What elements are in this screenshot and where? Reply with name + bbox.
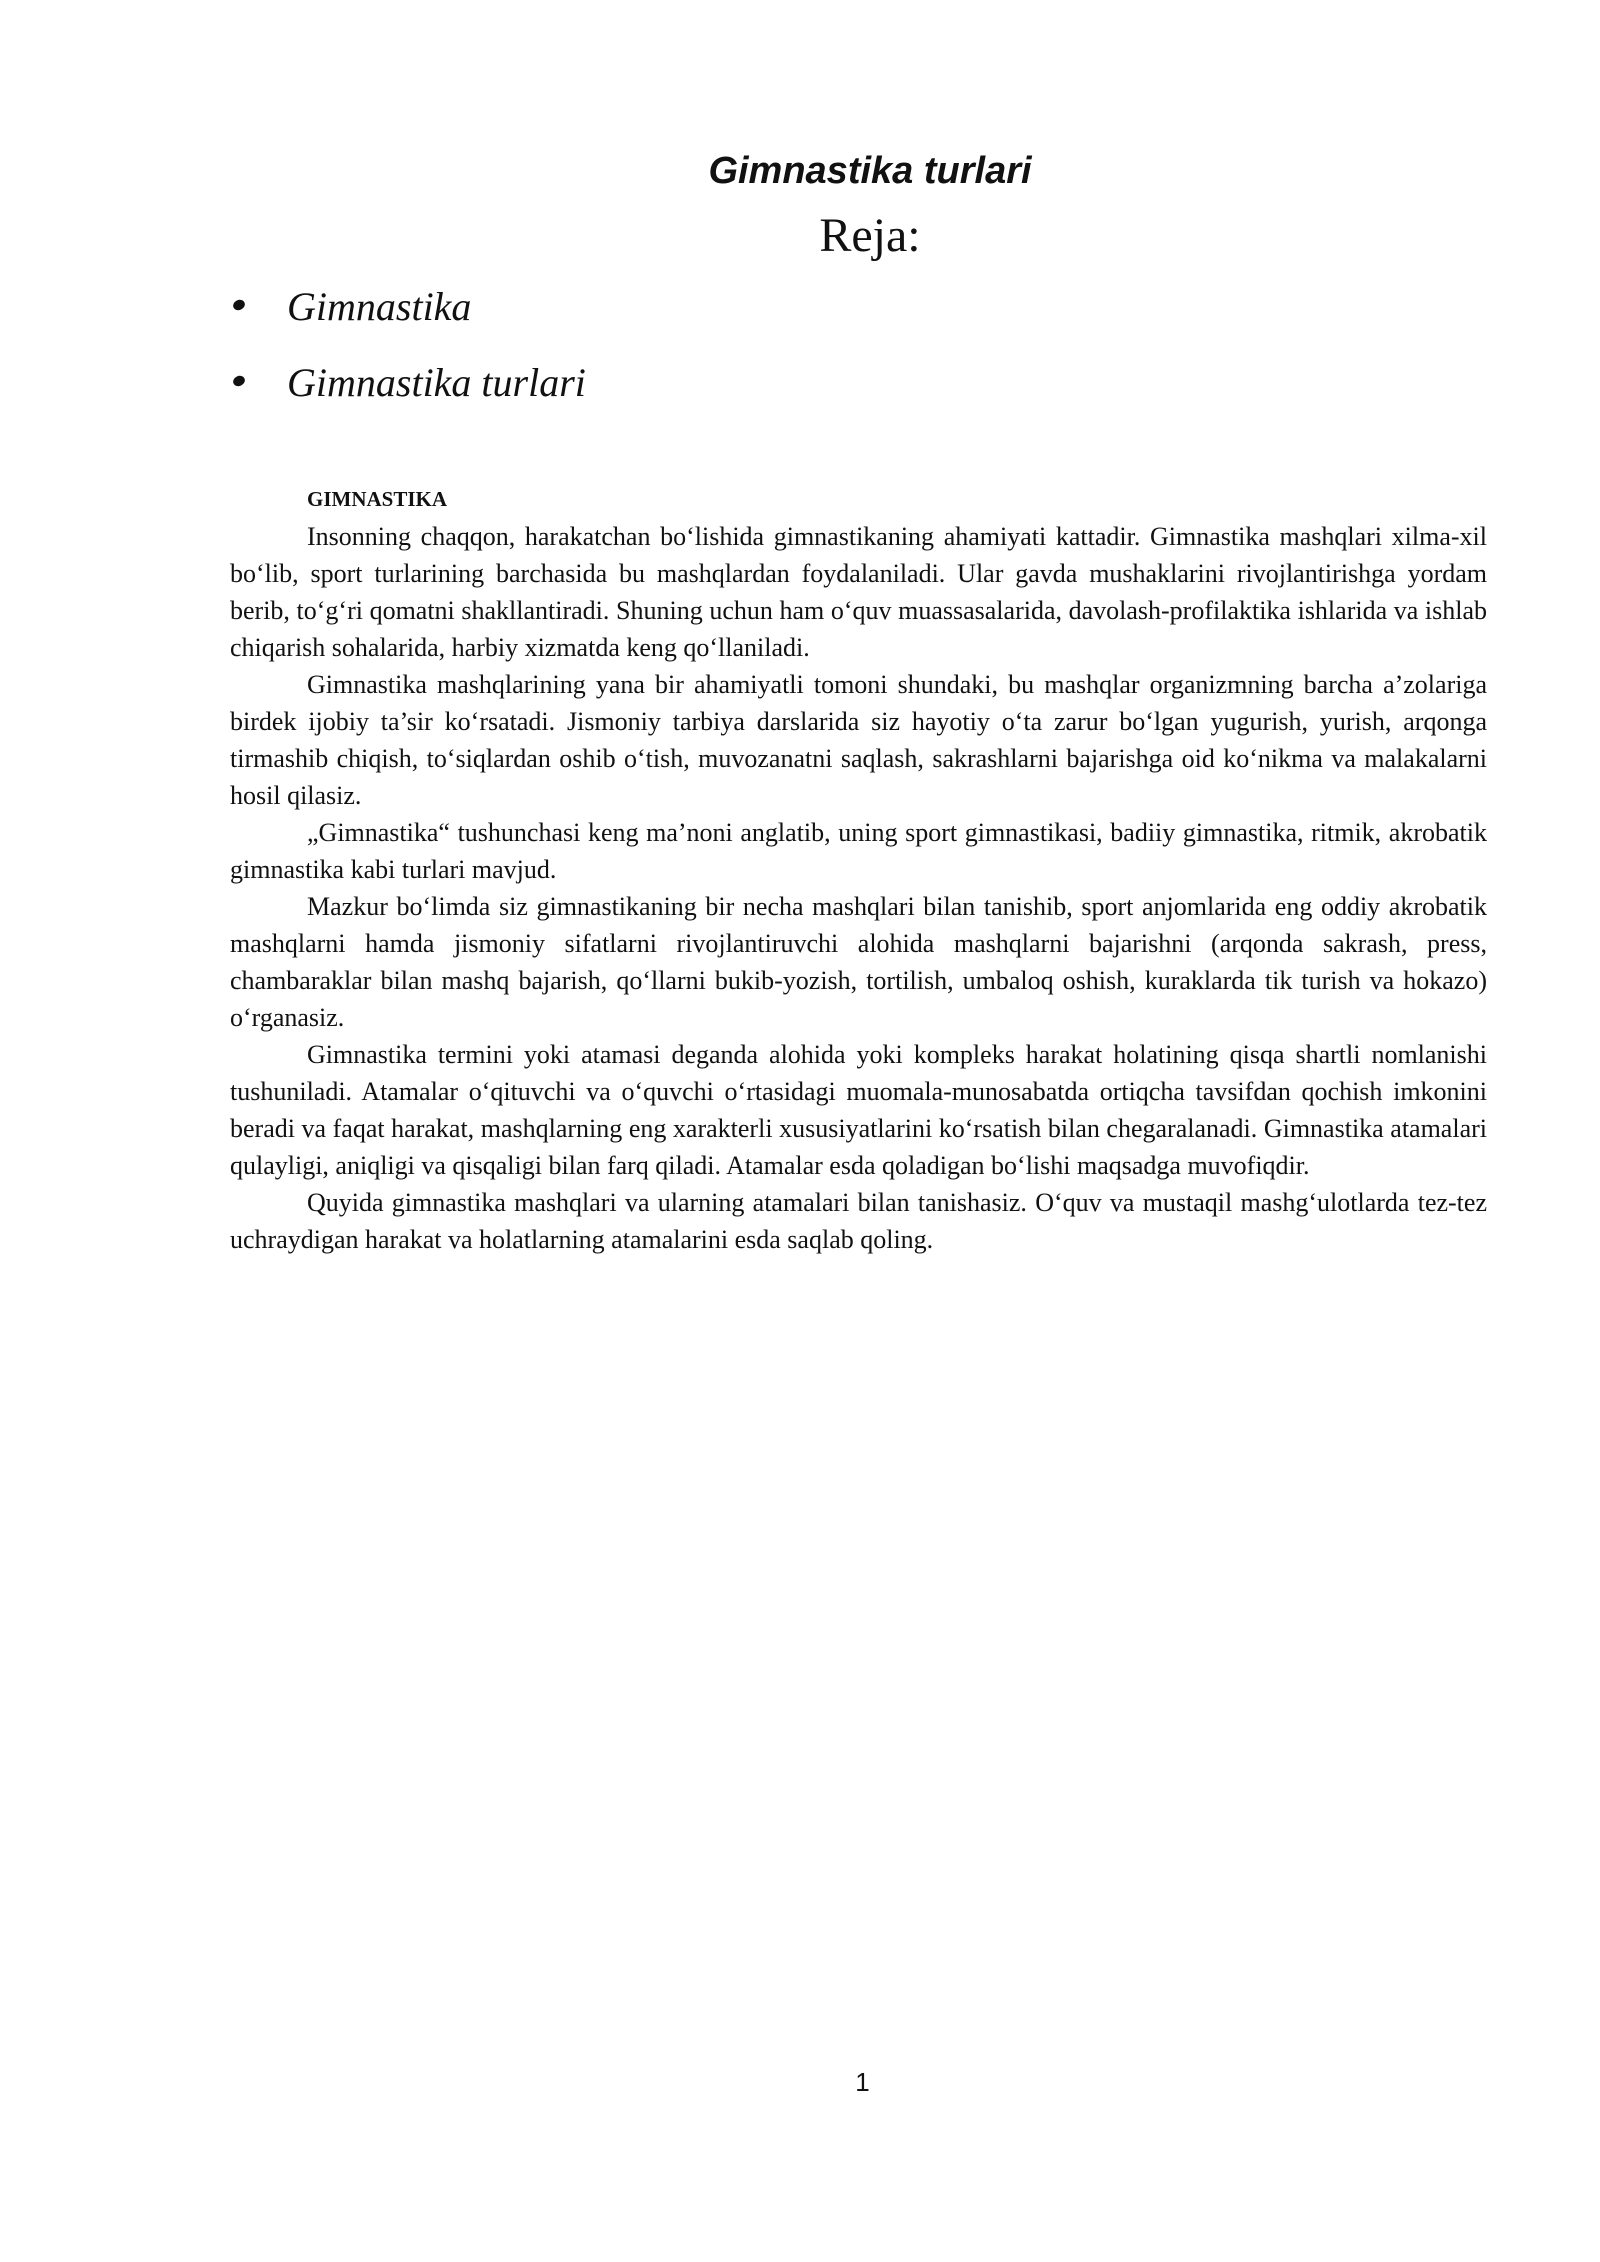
body-paragraph: Gimnastika mashqlarining yana bir ahamiyatli tomoni shundaki, bu mashqlar organizmning barcha a’zolariga birdek ijobiy ta’sir ko‘rsatadi. Jismoniy tarbiya darslarida siz hayotiy o‘ta zarur bo‘lgan yugurish, yurish, arqonga tirmashib chiqish, to‘siqlardan oshib o‘tish, muvozanatni saqlash, sakrashlarni bajarishga oid ko‘nikma va malakalarni hosil qilasiz. — [230, 670, 1487, 810]
body-paragraph: Mazkur bo‘limda siz gimnastikaning bir necha mashqlari bilan tanishib, sport anjomlarida eng oddiy akrobatik mashqlarni hamda jismoniy sifatlarni rivojlantiruvchi alohida mashqlarni bajarishni (arqonda sakrash, press, chambaraklar bilan mashq bajarish, qo‘llarni bukib-yozish, tortilish, umbaloq oshish, kuraklarda tik turish va hokazo) o‘rganasiz. — [230, 892, 1487, 1032]
document-body — [230, 481, 1487, 1258]
bullet-icon — [231, 298, 246, 312]
document-title: Gimnastika turlari — [708, 150, 1032, 192]
section-heading: GIMNASTIKA — [307, 487, 448, 511]
plan-item — [230, 344, 586, 420]
body-paragraph: Insonning chaqqon, harakatchan bo‘lishida gimnastikaning ahamiyati kattadir. Gimnastika mashqlari xilma-xil bo‘lib, sport turlarining barchasida bu mashqlardan foydalaniladi. Ular gavda mushaklarini rivojlantirishga yordam berib, to‘g‘ri qomatni shakllantiradi. Shuning uchun ham o‘quv muassasalarida, davolash-profilaktika ishlarida va ishlab chiqarish sohalarida, harbiy xizmatda keng qo‘llaniladi. — [230, 522, 1487, 662]
plan-list — [230, 268, 586, 420]
body-paragraph: Gimnastika termini yoki atamasi deganda alohida yoki kompleks harakat holatining qisqa shartli nomlanishi tushuniladi. Atamalar o‘qituvchi va o‘quvchi o‘rtasidagi muomala-munosabatda ortiqcha tavsifdan qochish imkonini beradi va faqat harakat, mashqlarning eng xarakterli xususiyatlarini ko‘rsatish bilan chegaralanadi. Gimnastika atamalari qulayligi, aniqligi va qisqaligi bilan farq qiladi. Atamalar esda qoladigan bo‘lishi maqsadga muvofiqdir. — [230, 1040, 1487, 1180]
bullet-icon — [231, 374, 246, 388]
body-paragraph: Quyida gimnastika mashqlari va ularning atamalari bilan tanishasiz. O‘quv va mustaqil mashg‘ulotlarda tez-tez uchraydigan harakat va holatlarning atamalarini esda saqlab qoling. — [230, 1188, 1487, 1254]
plan-heading: Reja: — [819, 209, 921, 262]
plan-item-text: Gimnastika — [287, 283, 472, 329]
plan-item — [230, 268, 586, 344]
body-paragraph: „Gimnastika“ tushunchasi keng ma’noni anglatib, uning sport gimnastikasi, badiiy gimnastika, ritmik, akrobatik gimnastika kabi turlari mavjud. — [230, 818, 1487, 884]
plan-item-text: Gimnastika turlari — [287, 359, 586, 405]
page-number: 1 — [855, 2067, 870, 2097]
